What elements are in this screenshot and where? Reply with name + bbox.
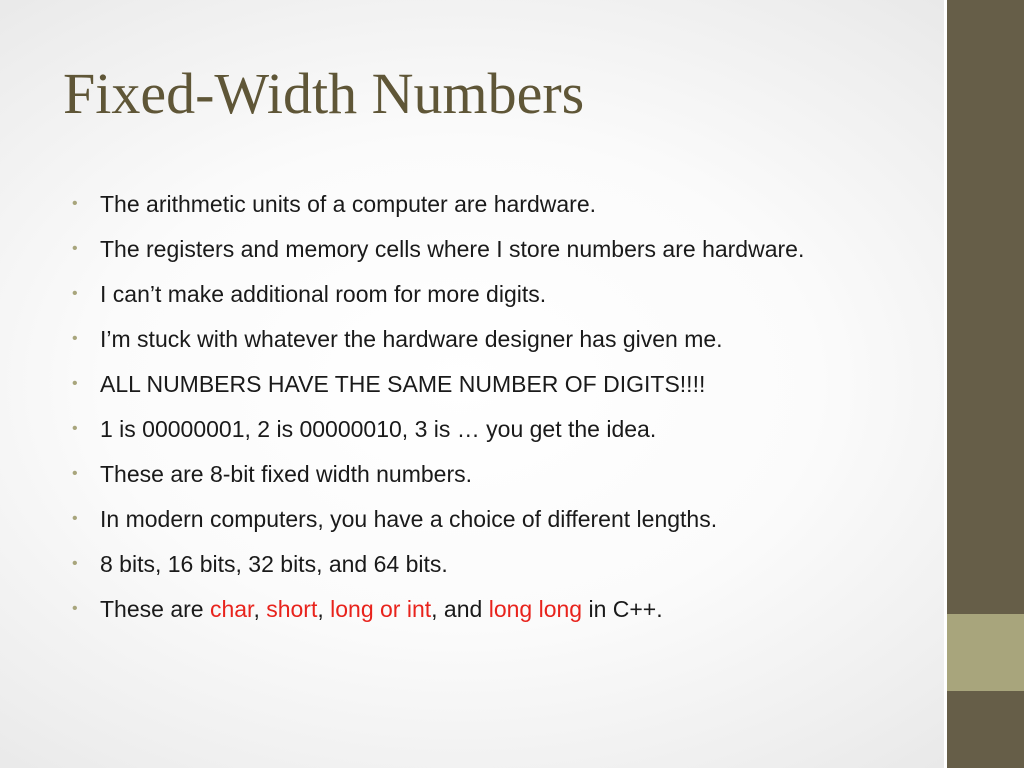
separator: , (253, 596, 267, 622)
separator: , (317, 596, 331, 622)
bullet-dot-icon: • (72, 510, 78, 527)
bullet-text: 1 is 00000001, 2 is 00000010, 3 is … you get the idea. (100, 416, 657, 442)
bullet-item (72, 411, 917, 447)
type-char-highlight: char (209, 596, 254, 622)
bullet-list (72, 186, 917, 636)
bullet-dot-icon: • (72, 465, 78, 482)
type-long-int-highlight: long or int (330, 596, 432, 622)
bullet-item (72, 186, 917, 222)
bullet-text: These are 8-bit fixed width numbers. (100, 461, 473, 487)
bullet-dot-icon: • (72, 285, 78, 302)
slide-title: Fixed-Width Numbers (63, 61, 585, 126)
bullet-text: The registers and memory cells where I store numbers are hardware. (100, 236, 805, 262)
bullet-dot-icon: • (72, 375, 78, 392)
bullet-text: 8 bits, 16 bits, 32 bits, and 64 bits. (100, 551, 448, 577)
bullet-item (72, 321, 917, 357)
bullet-dot-icon: • (72, 240, 78, 257)
bullet-item (72, 276, 917, 312)
bullet-text: The arithmetic units of a computer are hardware. (100, 191, 597, 217)
text-suffix: in C++. (582, 596, 663, 622)
bullet-text (100, 596, 663, 622)
bullet-item-cpp-types (72, 591, 917, 627)
text-prefix: These are (100, 596, 210, 622)
bullet-item (72, 501, 917, 537)
bullet-text: I’m stuck with whatever the hardware designer has given me. (100, 326, 723, 352)
bullet-dot-icon: • (72, 420, 78, 437)
separator: , and (431, 596, 489, 622)
bullet-item (72, 546, 917, 582)
bullet-item (72, 366, 917, 402)
bullet-text: In modern computers, you have a choice of different lengths. (100, 506, 718, 532)
bullet-item (72, 231, 917, 267)
type-short-highlight: short (266, 596, 318, 622)
type-long-long-highlight: long long (488, 596, 583, 622)
bullet-dot-icon: • (72, 600, 78, 617)
bullet-dot-icon: • (72, 330, 78, 347)
bullet-text: ALL NUMBERS HAVE THE SAME NUMBER OF DIGITS!!!! (100, 371, 706, 397)
bullet-text: I can’t make additional room for more digits. (100, 281, 547, 307)
bullet-item (72, 456, 917, 492)
bullet-dot-icon: • (72, 195, 78, 212)
sidebar-accent-block (947, 614, 1024, 691)
bullet-dot-icon: • (72, 555, 78, 572)
